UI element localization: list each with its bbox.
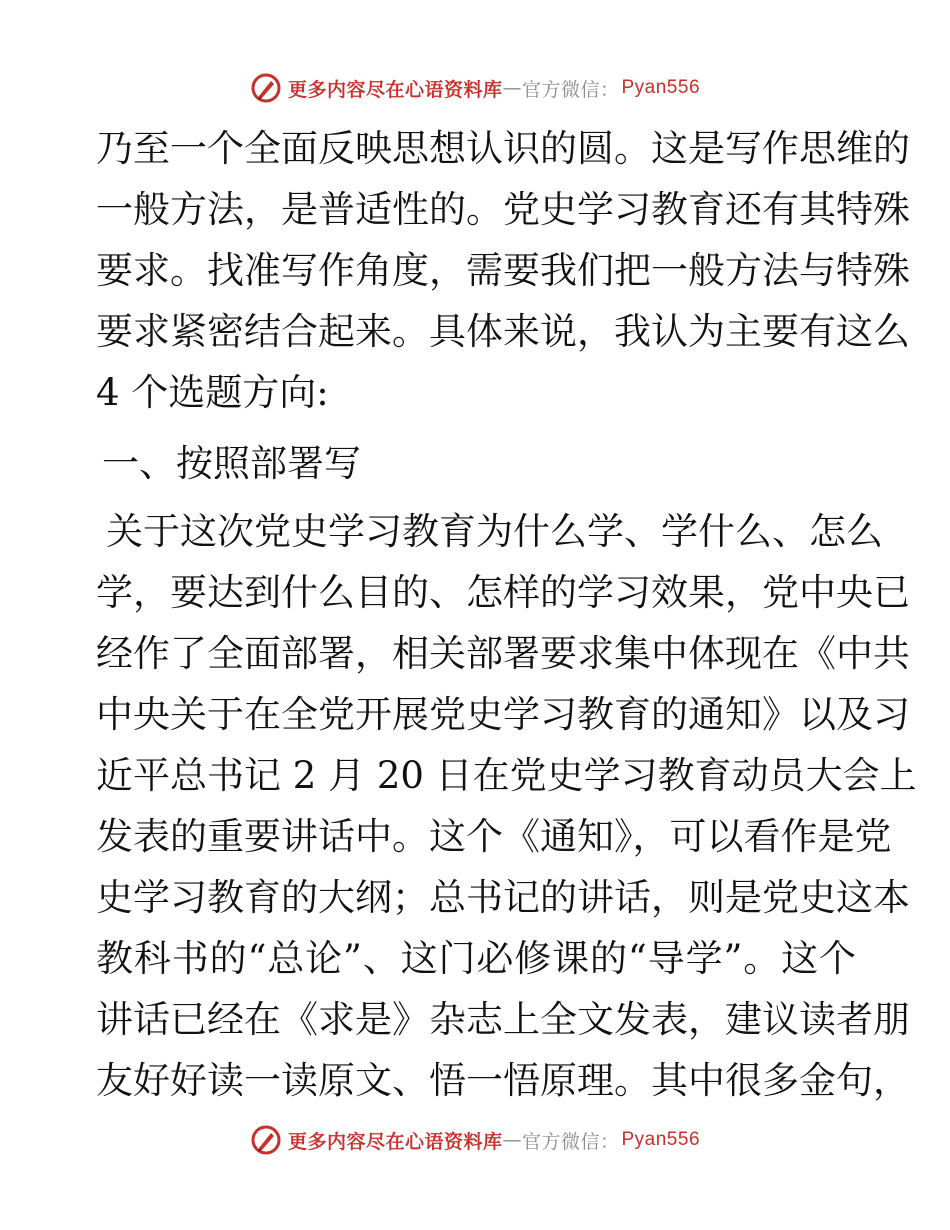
text-line: 友好好读一读原文、悟一悟原理。其中很多金句， bbox=[96, 1059, 910, 1102]
text-line: 一般方法，是普适性的。党史学习教育还有其特殊 bbox=[96, 188, 910, 231]
banner-sub-text: 官方微信： bbox=[521, 1130, 620, 1153]
section-heading: 一、按照部署写 bbox=[102, 442, 361, 485]
paragraph-2 bbox=[96, 501, 917, 1111]
text-line: 经作了全面部署，相关部署要求集中体现在《中共 bbox=[96, 632, 910, 675]
text-line: 要求。找准写作角度，需要我们把一般方法与特殊 bbox=[96, 249, 910, 292]
text-line: 学，要达到什么目的、怎样的学习效果，党中央已 bbox=[96, 571, 910, 614]
pen-logo-icon bbox=[250, 1124, 282, 1156]
text-line: 发表的重要讲话中。这个《通知》，可以看作是党 bbox=[96, 815, 892, 858]
paragraph-1 bbox=[96, 118, 910, 423]
pen-logo-icon bbox=[250, 72, 282, 104]
text-line: 关于这次党史学习教育为什么学、学什么、怎么 bbox=[106, 510, 883, 553]
document-body bbox=[96, 118, 917, 1111]
banner-sub-text: 官方微信： bbox=[521, 78, 620, 101]
banner-wechat-id: Pyan556 bbox=[621, 77, 701, 98]
text-line: 乃至一个全面反映思想认识的圆。这是写作思维的 bbox=[96, 127, 910, 170]
text-line: 要求紧密结合起来。具体来说，我认为主要有这么 bbox=[96, 310, 910, 353]
banner-dash: — bbox=[502, 1129, 522, 1151]
text-line: 近平总书记 2 月 20 日在党史学习教育动员大会上 bbox=[96, 754, 917, 797]
banner-main-text: 更多内容尽在心语资料库 bbox=[287, 78, 503, 101]
banner-wechat-id: Pyan556 bbox=[621, 1129, 701, 1150]
text-line: 4 个选题方向: bbox=[96, 371, 329, 414]
text-line: 史学习教育的大纲；总书记的讲话，则是党史这本 bbox=[96, 876, 910, 919]
footer-banner bbox=[0, 1120, 950, 1160]
banner-main-text: 更多内容尽在心语资料库 bbox=[287, 1130, 503, 1153]
header-banner bbox=[0, 68, 950, 108]
text-line: 教科书的“总论”、这门必修课的“导学”。这个 bbox=[96, 937, 856, 980]
banner-dash: — bbox=[502, 77, 522, 99]
text-line: 讲话已经在《求是》杂志上全文发表，建议读者朋 bbox=[96, 998, 910, 1041]
text-line: 中央关于在全党开展党史学习教育的通知》以及习 bbox=[96, 693, 910, 736]
